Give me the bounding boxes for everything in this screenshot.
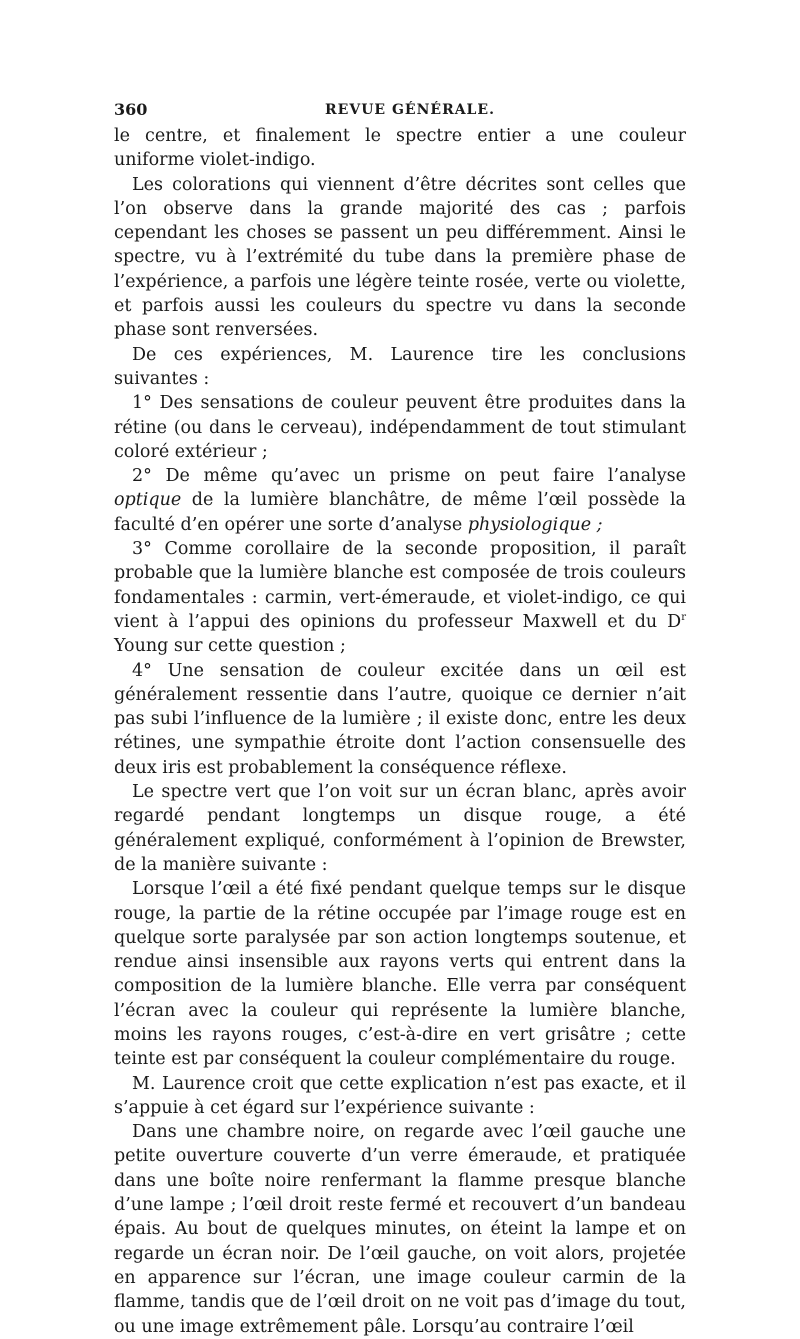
paragraph: 4° Une sensation de couleur excitée dans un œil est généralement ressentie dans l’autre, quoique ce dernier n’ait pas subi l’influence de la lumière ; il existe donc, entre les deux rétines, une sympathie étroite dont l’action consensuelle des deux iris est probablement la conséquence réflexe. xyxy=(114,660,686,778)
paragraph: Les colorations qui viennent d’être décrites sont celles que l’on observe dans la grande majorité des cas ; parfois cependant les choses se passent un peu différemment. Ainsi le spectre, vu à l’extrémité du tube dans la première phase de l’expérience, a parfois une légère teinte rosée, verte ou violette, et parfois aussi les couleurs du spectre vu dans la seconde phase sont renversées. xyxy=(114,174,686,341)
page-number: 360 xyxy=(114,100,148,119)
paragraph: Lorsque l’œil a été fixé pendant quelque temps sur le disque rouge, la partie de la rétine occupée par l’image rouge est en quelque sorte paralysée par son action longtemps soutenue, et rendue ainsi insensible aux rayons verts qui entrent dans la composition de la lumière blanche. Elle verra par conséquent l’écran avec la couleur qui représente la lumière blanche, moins les rayons rouges, c’est-à-dire en vert grisâtre ; cette teinte est par conséquent la couleur complémentaire du rouge. xyxy=(114,879,686,1070)
page xyxy=(114,96,686,1339)
paragraph: 1° Des sensations de couleur peuvent être produites dans la rétine (ou dans le cerveau), indépendamment de tout stimulant coloré extérieur ; xyxy=(114,393,686,462)
paragraph: Dans une chambre noire, on regarde avec l’œil gauche une petite ouverture couverte d’un verre émeraude, et pratiquée dans une boîte noire renfermant la flamme presque blanche d’une lampe ; l’œil droit reste fermé et recouvert d’un bandeau épais. Au bout de quelques minutes, on éteint la lampe et on regarde un écran noir. De l’œil gauche, on voit alors, projetée en apparence sur l’écran, une image couleur carmin de la flamme, tandis que de l’œil droit on ne voit pas d’image du tout, ou une image extrêmement pâle. Lorsqu’au contraire l’œil xyxy=(114,1122,686,1337)
paragraph-text: 3° Comme corollaire de la seconde proposition, il paraît probable que la lumière blanche est composée de trois couleurs fondamentales : carmin, vert-émeraude, et violet-indigo, ce qui vient à l’appui des opinions du professeur Maxwell et du D xyxy=(114,539,686,632)
paragraph: De ces expériences, M. Laurence tire les conclusions suivantes : xyxy=(114,344,686,389)
paragraph: le centre, et finalement le spectre entier a une couleur uniforme violet-indigo. xyxy=(114,126,686,171)
paragraph-text: Young sur cette question ; xyxy=(114,636,346,657)
italic-term: physiologique ; xyxy=(467,514,603,535)
paragraph xyxy=(114,464,686,537)
paragraph-text: 2° De même qu’avec un prisme on peut faire l’analyse xyxy=(132,466,686,487)
page-header xyxy=(114,96,686,124)
italic-term: optique xyxy=(114,490,182,511)
superscript: r xyxy=(681,612,686,624)
running-title: REVUE GÉNÉRALE. xyxy=(325,102,495,118)
paragraph: M. Laurence croit que cette explication n’est pas exacte, et il s’appuie à cet égard sur l’expérience suivante : xyxy=(114,1073,686,1118)
paragraph: Le spectre vert que l’on voit sur un écran blanc, après avoir regardé pendant longtemps un disque rouge, a été généralement expliqué, conformément à l’opinion de Brewster, de la manière suivante : xyxy=(114,782,686,875)
paragraph xyxy=(114,537,686,658)
body-text xyxy=(114,124,686,1339)
paragraph-text: de la lumière blanchâtre, de même l’œil possède la faculté d’en opérer une sorte d’analyse xyxy=(114,490,686,535)
